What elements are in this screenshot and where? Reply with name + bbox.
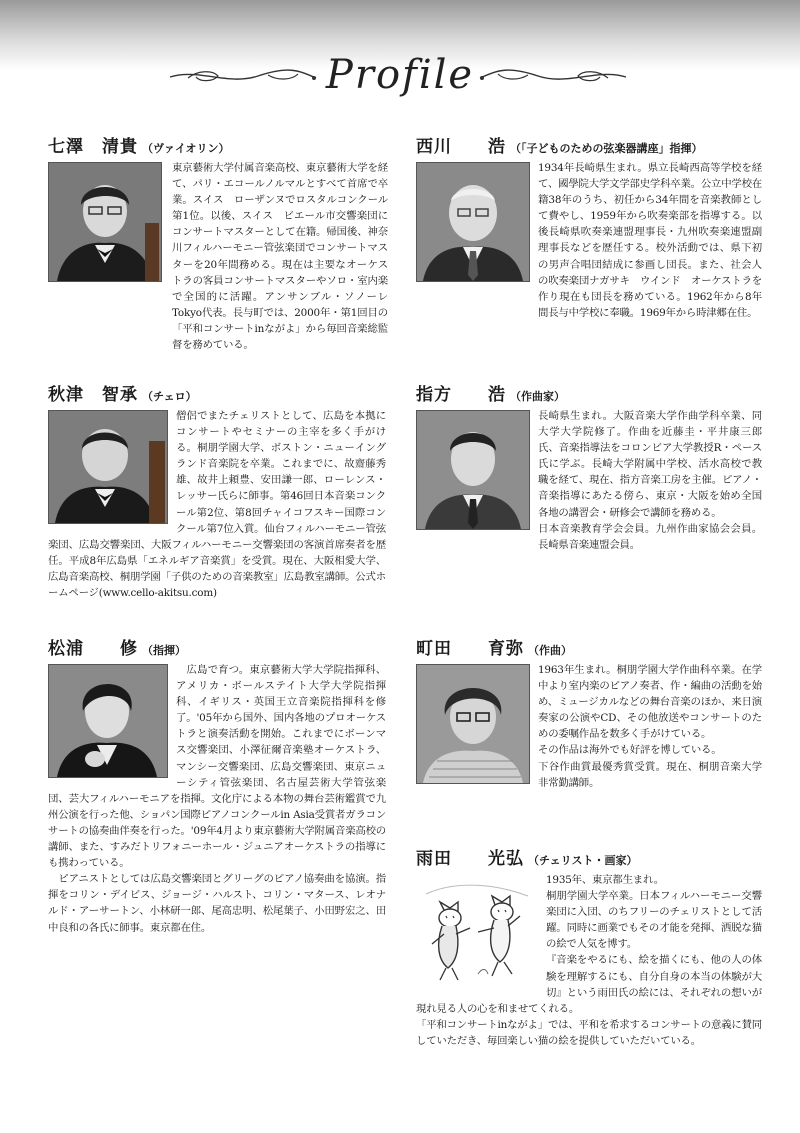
profile-nishikawa bbox=[416, 136, 764, 386]
portrait-composer-svg bbox=[417, 411, 529, 529]
profile-nanasawa bbox=[48, 136, 388, 366]
profile-bio bbox=[48, 408, 386, 601]
profile-name: 西川 浩 bbox=[416, 137, 506, 157]
profile-role: （ヴァイオリン） bbox=[142, 142, 230, 155]
bio-paragraph: 下谷作曲賞最優秀賞受賞。現在、桐朋音楽大学非常勤講師。 bbox=[538, 760, 762, 789]
profile-bio bbox=[538, 662, 762, 791]
profile-bio bbox=[538, 408, 762, 553]
header bbox=[0, 48, 800, 108]
profile-bio bbox=[172, 160, 388, 353]
bio-paragraph: 「平和コンサートinながよ」では、平和を希求するコンサートの意義に賛同していただき、毎回楽しい猫の絵を提供していただいている。 bbox=[416, 1018, 762, 1047]
profile-akitsu bbox=[48, 384, 388, 614]
bio-paragraph: ピアニストとしては広島交響楽団とグリーグのピアノ協奏曲を協演。指揮をコリン・デイビス、ジョージ・ハルスト、コリン・マタース、レオナルド・アーサートン、小林研一郎、尾高忠明、松尾葉子、小田野宏之、田中良和の各氏に師事。東京都在住。 bbox=[48, 873, 386, 934]
profile-role: （チェリスト・画家） bbox=[528, 854, 638, 867]
profile-role: （作曲家） bbox=[510, 390, 565, 403]
profile-name: 七澤 清貴 bbox=[48, 137, 138, 157]
profile-amada bbox=[416, 848, 764, 1088]
cats-illustration-svg bbox=[416, 874, 538, 988]
bio-paragraph: 1963年生まれ。桐朋学園大学作曲科卒業。在学中より室内楽のピアノ奏者、作・編曲の活動を始め、ミュージカルなどの舞台音楽のほか、来日演奏家の公演やCD、その他放送やコンサートのための委嘱作品を数多く手がけている。 bbox=[538, 664, 762, 741]
profile-role: （「子どものための弦楽器講座」指揮） bbox=[510, 142, 703, 155]
bio-paragraph: 『音楽をやるにも、絵を描くにも、他の人の体験を理解するにも、自分自身の本当の体験が大切』という雨田氏の絵には、それぞれの想いが現れ見る人の心を和ませてくれる。 bbox=[416, 954, 762, 1015]
profile-name: 雨田 光弘 bbox=[416, 849, 524, 869]
portrait-cellist-svg bbox=[49, 411, 167, 523]
bio-paragraph: 長崎県生まれ。大阪音楽大学作曲学科卒業、同大学大学院修了。作曲を近藤圭・平井康三郎氏、音楽指導法をコロンビア大学教授R・ペース氏に学ぶ。長崎大学附属中学校、活水高校で教職を経て、現在、指方音楽工房を主催。ピアノ・音楽指導にあたる傍ら、東京・大阪を始め全国各地の講習会・研修会で講師を務める。 bbox=[538, 410, 762, 519]
bio-paragraph: 広島で育つ。東京藝術大学大学院指揮科、アメリカ・ボールステイト大学大学院指揮科、イギリス・英国王立音楽院指揮科を修了。'05年から国外、国内各地のプロオーケストラと演奏活動を開始。これまでにボーンマス交響楽団、小澤征爾音楽塾オーケストラ、マンシー交響楽団、広島交響楽団、東京ニューシティ管弦楽団、名古屋芸術大学管弦楽団、芸大フィルハーモニアを指揮。文化庁による本物の舞台芸術鑑賞で九州公演を行った他、ショパン国際ピアノコンクールin Asia受賞者ガラコンサートの協奏曲伴奏を行った。'09年4月より東京藝術大学附属音楽高校の講師、また、すみだトリフォニーホール・ジュニアオーケストラの指導にも携わっている。 bbox=[48, 664, 387, 870]
portrait-violinist-svg bbox=[49, 163, 161, 281]
bio-paragraph: その作品は海外でも好評を博している。 bbox=[538, 744, 722, 757]
portrait-composer-icon bbox=[416, 410, 530, 530]
profile-heading bbox=[48, 136, 388, 160]
bio-paragraph: 僧侶でまたチェリストとして、広島を本拠にコンサートやセミナーの主宰を多く手がける。桐朋学園大学、ボストン・ニューイングランド音楽院を卒業。これまでに、故齋藤秀雄、故井上頼豊、安田謙一郎、ローレンス・レッサー氏らに師事。第46回日本音楽コンクール第2位、第8回チャイコフスキー国際コンクール第7位入賞。仙台フィルハーモニー管弦楽団、広島交響楽団、大阪フィルハーモニー交響楽団の客演首席奏者を歴任。平成8年広島県「エネルギア音楽賞」を受賞。現在、大阪相愛大学、広島音楽高校、桐朋学園「子供のための音楽教室」広島教室講師。公式ホームページ(www.cello-akitsu.com) bbox=[48, 410, 386, 600]
portrait-conductor-svg bbox=[417, 163, 529, 281]
profile-bio bbox=[48, 662, 386, 936]
profile-name: 松浦 修 bbox=[48, 639, 138, 659]
bio-paragraph: 日本音楽教育学会会員。九州作曲家協会会員。長崎県音楽連盟会員。 bbox=[538, 522, 762, 551]
portrait-cellist-icon bbox=[48, 410, 168, 524]
profile-role: （チェロ） bbox=[142, 390, 197, 403]
profile-sashikata bbox=[416, 384, 764, 584]
portrait-composer-glasses-svg bbox=[417, 665, 529, 783]
bio-paragraph: 1934年長崎県生まれ。県立長崎西高等学校を経て、國學院大学文学部史学科卒業。公立中学校在籍38年のうち、初任から34年間を音楽教師として費やし、1959年から吹奏楽部を指導する。以後長崎県吹奏楽連盟理事長・九州吹奏楽連盟副理事長などを歴任する。校外活動では、県下初の男声合唱団結成に参画し団長。また、社会人の吹奏楽団ナガサキ ウインド オーケストラを作り現在も団長を務めている。1962年から8年間長与中学校に奉職。1969年から時津郷在住。 bbox=[538, 162, 762, 319]
bio-paragraph: 桐朋学園大学卒業。日本フィルハーモニー交響楽団に入団、のちフリーのチェリストとして活躍。同時に画業でもその才能を発揮、洒脱な猫の絵で人気を博す。 bbox=[546, 890, 762, 951]
profile-heading bbox=[416, 136, 764, 160]
profile-matsuura bbox=[48, 638, 388, 938]
profile-name: 町田 育弥 bbox=[416, 639, 524, 659]
portrait-young-conductor-svg bbox=[49, 665, 167, 777]
profile-role: （作曲） bbox=[528, 644, 572, 657]
profile-heading bbox=[416, 638, 764, 662]
page-title: Profile bbox=[325, 52, 475, 98]
profile-machida bbox=[416, 638, 764, 838]
profile-heading bbox=[48, 638, 388, 662]
profile-heading bbox=[48, 384, 388, 408]
profile-role: （指揮） bbox=[142, 644, 186, 657]
portrait-conductor-icon bbox=[416, 162, 530, 282]
bio-paragraph: 東京藝術大学付属音楽高校、東京藝術大学を経て、パリ・エコールノルマルとすべて首席で卒業。スイス ローザンヌでロスタルコンクール第1位。以後、スイス ビエール市交響楽団にコンサートマスターとして在籍。帰国後、神奈川フィルハーモニー管弦楽団でコンサートマスターを20年間務める。現在は主要なオーケストラの客員コンサートマスターやソロ・室内楽で全国的に活躍。アンサンブル・ソノーレTokyo代表。長与町では、2000年・第1回目の「平和コンサートinながよ」から毎回音楽総監督を務めている。 bbox=[172, 162, 388, 352]
profile-bio bbox=[538, 160, 762, 321]
profile-name: 秋津 智承 bbox=[48, 385, 138, 405]
profile-bio bbox=[416, 872, 762, 1049]
portrait-composer-glasses-icon bbox=[416, 664, 530, 784]
right-ornament-icon bbox=[478, 66, 628, 88]
profile-heading bbox=[416, 384, 764, 408]
cats-illustration-icon bbox=[416, 874, 538, 988]
profile-name: 指方 浩 bbox=[416, 385, 506, 405]
profile-heading bbox=[416, 848, 764, 872]
bio-paragraph: 1935年、東京都生まれ。 bbox=[546, 874, 664, 886]
portrait-violinist-icon bbox=[48, 162, 162, 282]
portrait-young-conductor-icon bbox=[48, 664, 168, 778]
